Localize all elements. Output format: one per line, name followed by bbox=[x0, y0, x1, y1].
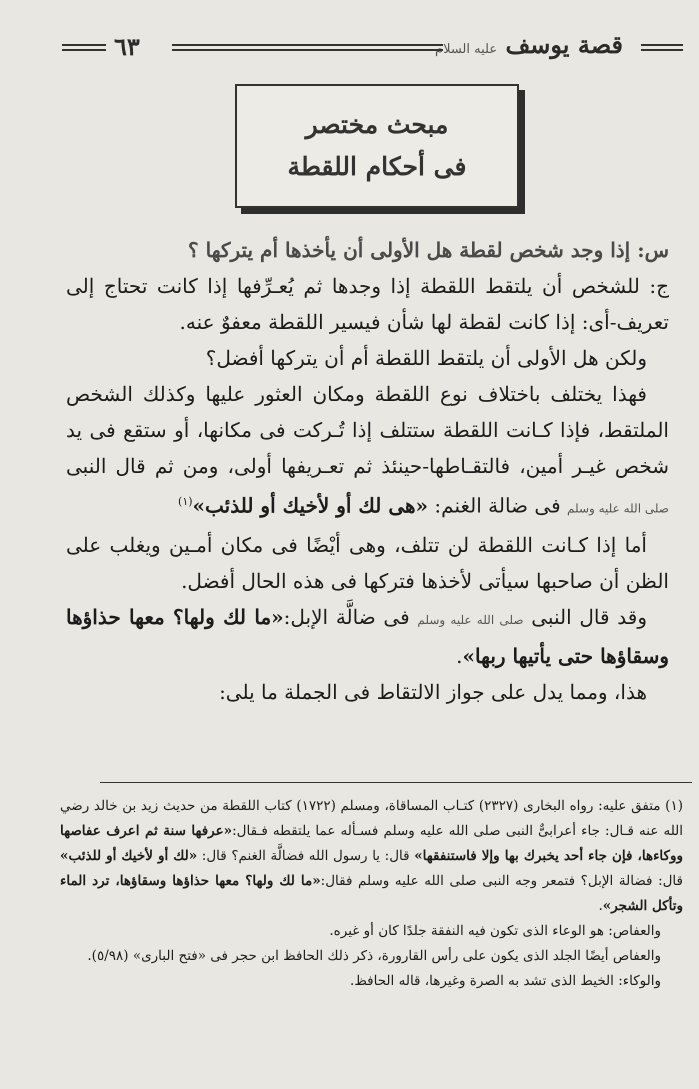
footnote-quote: «عرفها سنة ثم اعرف عفاصها ووكاءها، فإن جاء أحد يخبرك بها وإلا فاستنفقها» bbox=[60, 823, 684, 864]
footnote-2: والعفاص: هو الوعاء الذى تكون فيه النفقة جلدًا كان أو غيره. bbox=[329, 923, 661, 939]
paragraph-3-text: فهذا يختلف باختلاف نوع اللقطة ومكان العثور عليها وكذلك الشخص الملتقط، فإذا كـانت اللقطة ستتلف إذا تُـركت فى مكانها، أو ستقع فى يد شخص غيـر أمين، فالتقـاطها-حينئذ ثم تعـريفها أولى، ومن ثم قال النبى bbox=[66, 382, 669, 478]
footnote-separator bbox=[100, 782, 692, 783]
section-title-line-1: مبحث مختصر bbox=[305, 110, 449, 139]
honorific-glyph: عليه السلام bbox=[435, 42, 498, 57]
running-title-text: قصة يوسف bbox=[505, 30, 623, 59]
paragraph-6: هذا، ومما يدل على جواز الالتقاط فى الجملة ما يلى: bbox=[219, 679, 647, 704]
hadith-quote: «هى لك أو لأخيك أو للذئب» bbox=[192, 493, 429, 518]
footnote-1: (١) متفق عليه: رواه البخارى (٢٣٢٧) كتـاب المساقاة، ومسلم (١٧٢٢) كتاب اللقطة من حديث زيد بن خالد رضي الله عنه قـال: جاء أعرابىٌّ النبى صلى الله عليه وسلم فسـأله عما يلتقطه فـقال:«عرفها سنة ثم اعرف عفاصها ووكاءها، فإن جاء أحد يخبرك بها وإلا فاستنفقها» قال: يا رسول الله فضالَّة الغنم؟ قال: «لك أو لأخيك أو للذئب» قال: فضالة الإبل؟ فتمعر وجه النبى صلى الله عليه وسلم فقال:«ما لك ولها؟ معها حذاؤها وسقاؤها، ترد الماء وتأكل الشجر». bbox=[60, 798, 684, 914]
footnote-4: والوكاء: الخيط الذى تشد به الصرة وغيرها، قاله الحافظ. bbox=[350, 973, 661, 989]
honorific-glyph: رضي الله عنه bbox=[60, 798, 684, 839]
footnote-1-part-a: (١) متفق عليه: رواه البخارى (٢٣٢٧) كتـاب المساقاة، ومسلم (١٧٢٢) كتاب اللقطة من حديث زيد بن خالد bbox=[93, 798, 683, 814]
honorific-glyph: صلى الله عليه وسلم bbox=[417, 612, 524, 627]
header-rule-left bbox=[62, 44, 106, 51]
footnote-3: والعفاص أيضًا الجلد الذى يكون على رأس القارورة، ذكر ذلك الحافظ ابن حجر فى «فتح البارى» (٥/٩٨). bbox=[87, 948, 661, 964]
running-title bbox=[435, 30, 623, 59]
hadith-quote: «ما لك ولها؟ معها حذاؤها وسقاؤها حتى يأتيها ربها» bbox=[66, 604, 669, 668]
honorific-glyph: صلى الله عليه وسلم bbox=[567, 501, 669, 516]
footnote-1-part-d: قال: يا رسول الله فضالَّة الغنم؟ قال: bbox=[201, 848, 410, 864]
page-number: ٦٣ bbox=[114, 32, 140, 61]
footnote-ref: (١) bbox=[178, 495, 193, 508]
section-title-line-2: فى أحكام اللقطة bbox=[287, 152, 467, 181]
footnote-quote: «ما لك ولها؟ معها حذاؤها وسقاؤها، ترد الماء وتأكل الشجر» bbox=[60, 873, 683, 914]
section-title-box bbox=[235, 84, 519, 208]
body-text bbox=[66, 232, 669, 710]
question-paragraph: س: إذا وجد شخص لقطة هل الأولى أن يأخذها أم يتركها ؟ bbox=[188, 238, 669, 262]
paragraph-5-mid: فى ضالَّة الإبل: bbox=[283, 604, 410, 629]
honorific-glyph: صلى الله عليه وسلم bbox=[383, 823, 501, 839]
running-header bbox=[62, 28, 683, 68]
footnote-1-part-e: قال: فضالة الإبل؟ فتمعر وجه النبى bbox=[482, 873, 683, 889]
paragraph-3 bbox=[66, 376, 669, 527]
paragraph-3-mid: فى ضالة الغنم: bbox=[434, 493, 561, 518]
paragraph-5-text: وقد قال النبى bbox=[531, 604, 648, 629]
paragraph-5: وقد قال النبى صلى الله عليه وسلم فى ضالَّة الإبل:«ما لك ولها؟ معها حذاؤها وسقاؤها حتى يأتيها ربها». bbox=[66, 604, 669, 668]
footnote-1-part-b: قـال: جاء أعرابىٌّ النبى bbox=[505, 823, 634, 839]
honorific-glyph: صلى الله عليه وسلم bbox=[358, 873, 477, 889]
paragraph-2: ولكن هل الأولى أن يلتقط اللقطة أم أن يتركها أفضل؟ bbox=[205, 346, 647, 370]
footnote-1-part-f: فقال: bbox=[320, 873, 353, 889]
footnotes bbox=[60, 794, 683, 994]
footnote-quote: «لك أو لأخيك أو للذئب» bbox=[60, 848, 198, 864]
header-rule-right bbox=[641, 44, 683, 51]
footnote-1-part-c: فسـأله عما يلتقطه فـقال: bbox=[232, 823, 379, 839]
paragraph-4: أما إذا كـانت اللقطة لن تتلف، وهى أيْضًا فى مكان أمـين ويغلب على الظن أن صاحبها سيأتى لأخذها فتركها فى هذه الحال أفضل. bbox=[66, 532, 669, 593]
answer-paragraph: ج: للشخص أن يلتقط اللقطة إذا وجدها ثم يُعـرِّفها إذا كانت تحتاج إلى تعريف-أى: إذا كانت لقطة لها شأن فيسير اللقطة معفوٌ عنه. bbox=[66, 274, 669, 334]
header-rule-middle bbox=[172, 44, 443, 51]
